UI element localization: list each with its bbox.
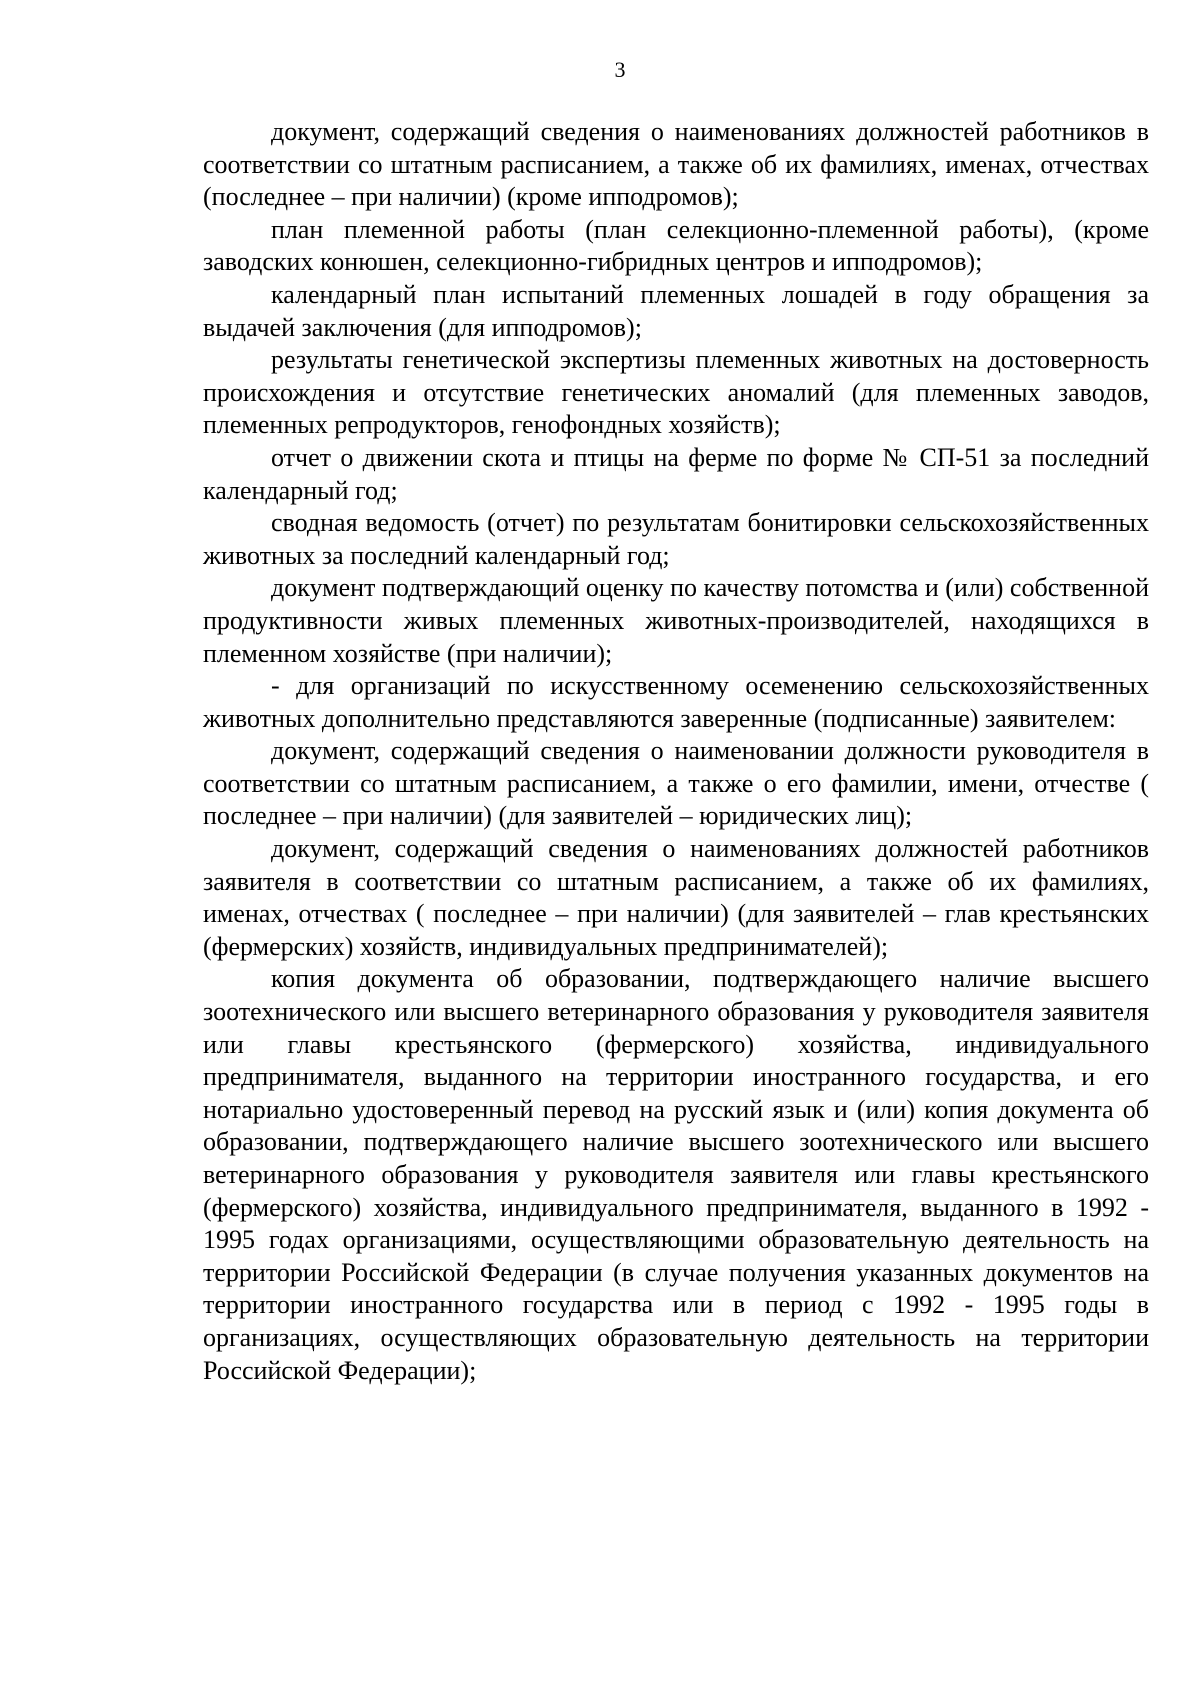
paragraph-insemination-organizations: - для организаций по искусственному осеменению сельскохозяйственных животных дополнительно представляются заверенные (подписанные) заявителем: — [203, 671, 1149, 733]
paragraph-breeding-plan: план племенной работы (план селекционно-племенной работы), (кроме заводских конюшен, селекционно-гибридных центров и ипподромов); — [203, 214, 1149, 277]
paragraph-progeny-assessment: документ подтверждающий оценку по качеству потомства и (или) собственной продуктивности живых племенных животных-производителей, находящихся в племенном хозяйстве (при наличии); — [203, 573, 1149, 668]
paragraph-staff-document: документ, содержащий сведения о наименованиях должностей работников в соответствии со штатным расписанием, а также об их фамилиях, именах, отчествах (последнее – при наличии) (кроме ипподромов); — [203, 117, 1149, 212]
paragraph-genetic-expertise: результаты генетической экспертизы племенных животных на достоверность происхождения и отсутствие генетических аномалий (для племенных заводов, племенных репродукторов, генофондных хозяйств); — [203, 345, 1149, 440]
paragraph-bonitation-statement: сводная ведомость (отчет) по результатам бонитировки сельскохозяйственных животных за последний календарный год; — [203, 508, 1149, 570]
paragraph-livestock-report: отчет о движении скота и птицы на ферме по форме № СП-51 за последний календарный год; — [203, 442, 1149, 505]
paragraph-education-document: копия документа об образовании, подтверждающего наличие высшего зоотехнического или высшего ветеринарного образования у руководителя заявителя или главы крестьянского (фермерского) хозяйства, индивидуального предпринимателя, выданного на территории иностранного государства, и его нотариально удостоверенный перевод на русский язык и (или) копия документа об образовании, подтверждающего наличие высшего зоотехнического или высшего ветеринарного образования у руководителя заявителя или главы крестьянского (фермерского) хозяйства, индивидуального предпринимателя, выданного в 1992 - 1995 годах организациями, осуществляющими образовательную деятельность на территории Российской Федерации (в случае получения указанных документов на территории иностранного государства или в период с 1992 - 1995 годы в организациях, осуществляющих образовательную деятельность на территории Российской Федерации); — [203, 964, 1149, 1385]
page-number: 3 — [614, 57, 626, 82]
paragraph-head-position-document: документ, содержащий сведения о наименовании должности руководителя в соответствии со штатным расписанием, а также о его фамилии, имени, отчестве ( последнее – при наличии) (для заявителей – юридических лиц); — [203, 736, 1149, 831]
document-body — [203, 116, 1149, 1387]
paragraph-applicant-staff-document: документ, содержащий сведения о наименованиях должностей работников заявителя в соответствии со штатным расписанием, а также об их фамилиях, именах, отчествах ( последнее – при наличии) (для заявителей – глав крестьянских (фермерских) хозяйств, индивидуальных предпринимателей); — [203, 834, 1149, 961]
paragraph-horse-testing-plan: календарный план испытаний племенных лошадей в году обращения за выдачей заключения (для ипподромов); — [203, 279, 1149, 342]
